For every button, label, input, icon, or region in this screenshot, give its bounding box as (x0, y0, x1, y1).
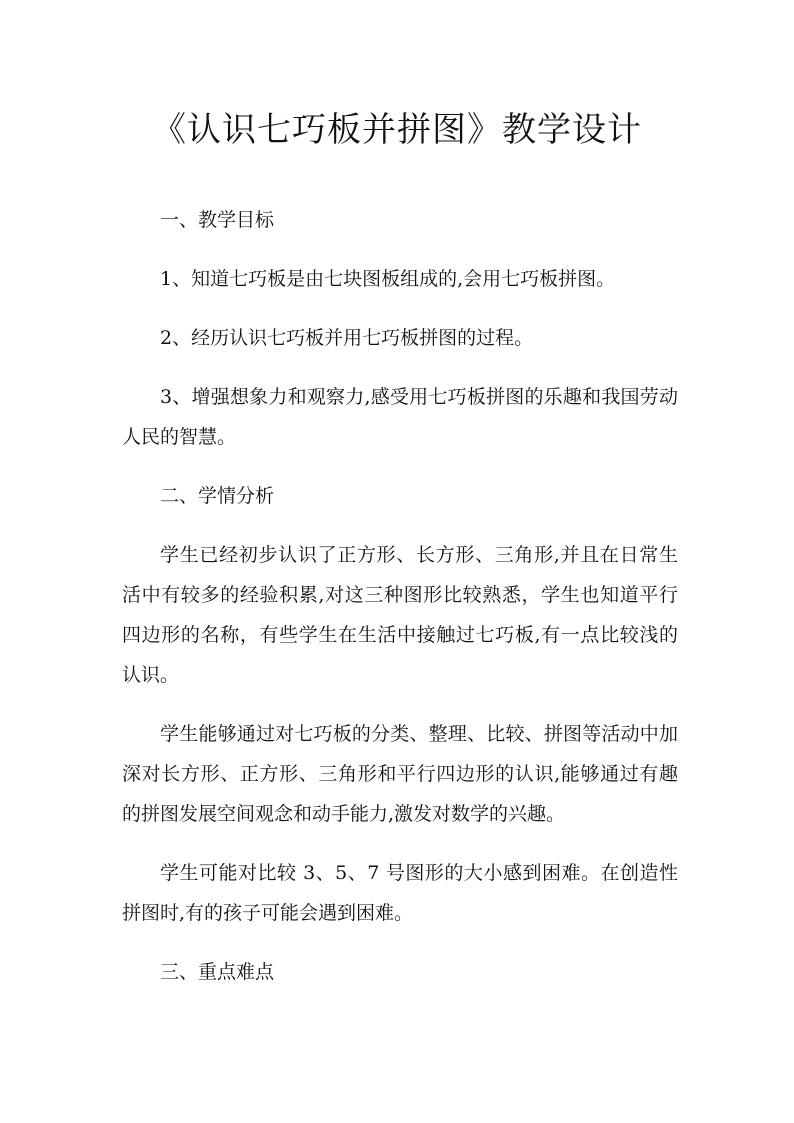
analysis-paragraph-1: 学生已经初步认识了正方形、长方形、三角形,并且在日常生活中有较多的经验积累,对这三种图形比较熟悉，学生也知道平行四边形的名称，有些学生在生活中接触过七巧板,有一点比较浅的认识。 (122, 544, 678, 686)
analysis-paragraph-2: 学生能够通过对七巧板的分类、整理、比较、拼图等活动中加深对长方形、正方形、三角形和平行四边形的认识,能够通过有趣的拼图发展空间观念和动手能力,激发对数学的兴趣。 (122, 723, 678, 825)
page-title: 《认识七巧板并拼图》教学设计 (152, 110, 642, 150)
objective-paragraph-3: 3、增强想象力和观察力,感受用七巧板拼图的乐趣和我国劳动人民的智慧。 (122, 386, 678, 448)
objective-paragraph-1: 1、知道七巧板是由七块图板组成的,会用七巧板拼图。 (160, 268, 616, 290)
section-heading-key-points: 三、重点难点 (160, 961, 275, 983)
section-heading-objectives: 一、教学目标 (160, 209, 275, 231)
section-heading-analysis: 二、学情分析 (160, 485, 275, 507)
document-body (122, 200, 678, 992)
analysis-paragraph-3: 学生可能对比较 3、5、7 号图形的大小感到困难。在创造性拼图时,有的孩子可能会遇到困难。 (122, 862, 678, 924)
objective-paragraph-2: 2、经历认识七巧板并用七巧板拼图的过程。 (160, 327, 534, 349)
